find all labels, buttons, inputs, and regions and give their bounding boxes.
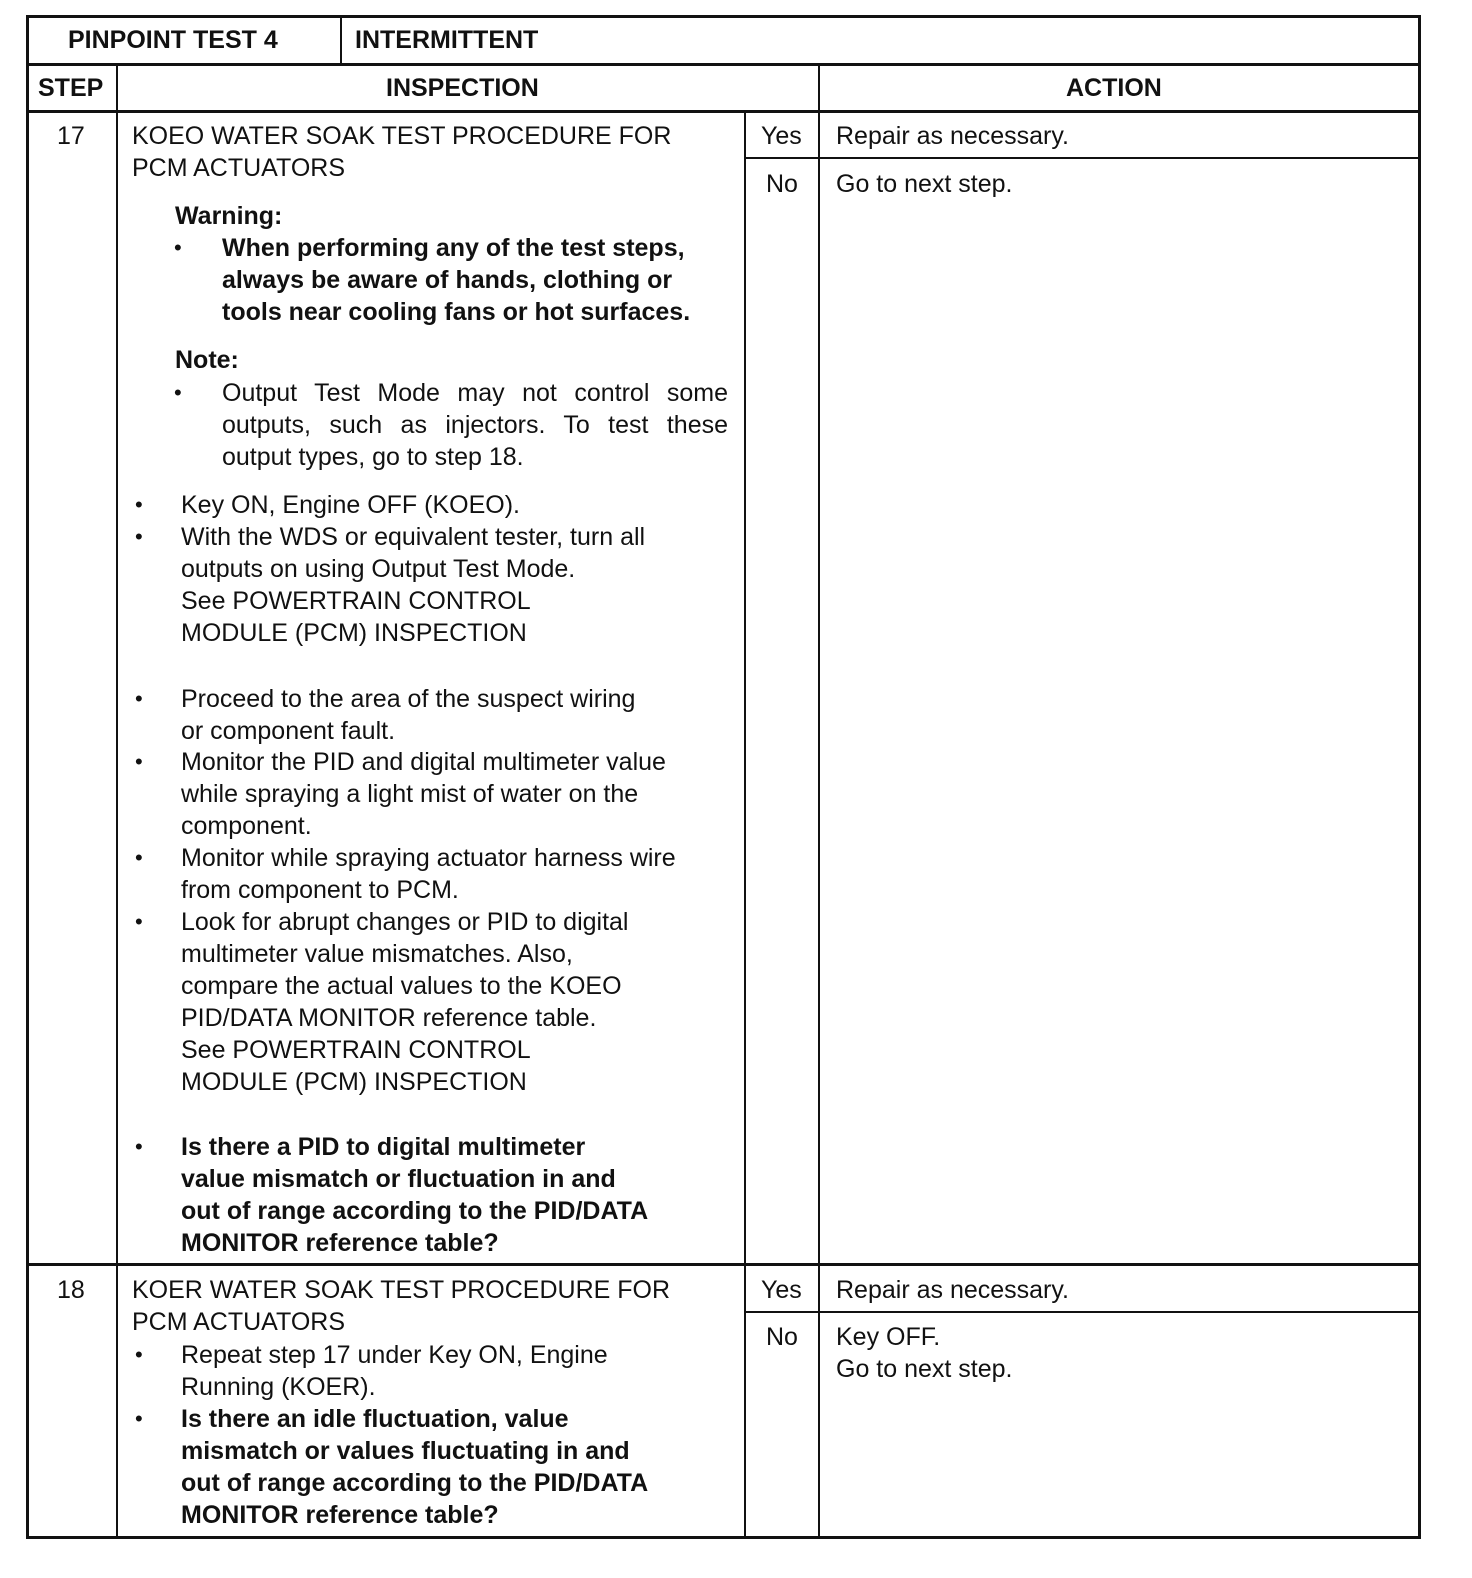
note-label: Note: [175,346,239,374]
step17-no-label: No [766,170,798,198]
step17-bullet-line: Proceed to the area of the suspect wiring [181,685,636,713]
step17-no-action: Go to next step. [836,170,1013,198]
step17-bullet-line: See POWERTRAIN CONTROL [181,587,531,615]
col-header-step: STEP [38,74,104,102]
step17-bullet-line: See POWERTRAIN CONTROL [181,1036,531,1064]
step-number-17: 17 [57,122,85,150]
title-row-bottom [26,63,1421,66]
step17-bullet-line: MODULE (PCM) INSPECTION [181,1068,527,1096]
pinpoint-test-title: INTERMITTENT [355,26,539,54]
step17-bullet-line: outputs on using Output Test Mode. [181,555,576,583]
bullet-dot-icon: • [135,845,143,870]
step18-title-line: PCM ACTUATORS [132,1308,345,1336]
bullet-dot-icon: • [135,524,143,549]
step18-question-line: out of range according to the PID/DATA [181,1469,649,1497]
bullet-dot-icon: • [174,380,182,405]
step-number-18: 18 [57,1276,85,1304]
step17-yes-label: Yes [761,122,802,150]
bullet-dot-icon: • [135,749,143,774]
step17-bullet-line: Look for abrupt changes or PID to digital [181,908,629,936]
step17-yes-no-sep [744,157,1421,159]
step17-question-line: value mismatch or fluctuation in and [181,1165,616,1193]
step17-bullet-line: MODULE (PCM) INSPECTION [181,619,527,647]
warning-line: When performing any of the test steps, [222,234,685,262]
step18-bullet-line: Repeat step 17 under Key ON, Engine [181,1341,608,1369]
pinpoint-test-label: PINPOINT TEST 4 [68,26,278,54]
step17-bullet-line: Monitor the PID and digital multimeter value [181,748,666,776]
step17-title-line: KOEO WATER SOAK TEST PROCEDURE FOR [132,122,672,150]
step18-no-action-line: Key OFF. [836,1323,941,1351]
note-line: Output Test Mode may not control some [222,379,728,407]
step-separator [26,1263,1421,1266]
step17-bullet-line: multimeter value mismatches. Also, [181,940,573,968]
step18-yes-label: Yes [761,1276,802,1304]
action-col-divider [818,63,820,1539]
step18-question-line: Is there an idle fluctuation, value [181,1405,569,1433]
border-left [26,15,29,1539]
bullet-dot-icon: • [135,1342,143,1367]
border-top [26,15,1421,18]
bullet-dot-icon: • [135,492,143,517]
yesno-col-divider-17 [744,111,746,1265]
step18-no-label: No [766,1323,798,1351]
step17-bullet-line: compare the actual values to the KOEO [181,972,622,1000]
step17-bullet-line: while spraying a light mist of water on the [181,780,639,808]
warning-line: tools near cooling fans or hot surfaces. [222,298,691,326]
border-bottom [26,1536,1421,1539]
title-divider [340,15,342,65]
col-header-inspection: INSPECTION [386,74,539,102]
bullet-dot-icon: • [174,235,182,260]
step17-bullet-line: from component to PCM. [181,876,459,904]
warning-label: Warning: [175,202,283,230]
step18-yes-action: Repair as necessary. [836,1276,1069,1304]
step18-title-line: KOER WATER SOAK TEST PROCEDURE FOR [132,1276,671,1304]
bullet-dot-icon: • [135,686,143,711]
bullet-dot-icon: • [135,909,143,934]
step17-question-line: Is there a PID to digital multimeter [181,1133,586,1161]
step18-bullet-line: Running (KOER). [181,1373,376,1401]
step18-question-line: MONITOR reference table? [181,1501,499,1529]
step17-title-line: PCM ACTUATORS [132,154,345,182]
step18-no-action-line: Go to next step. [836,1355,1013,1383]
step17-bullet-line: PID/DATA MONITOR reference table. [181,1004,597,1032]
bullet-dot-icon: • [135,1134,143,1159]
note-line: outputs, such as injectors. To test these [222,411,728,439]
step17-bullet-line: component. [181,812,312,840]
step-col-divider [116,63,118,1539]
step17-bullet-line: Key ON, Engine OFF (KOEO). [181,491,520,519]
warning-line: always be aware of hands, clothing or [222,266,673,294]
step17-question-line: out of range according to the PID/DATA [181,1197,649,1225]
col-header-action: ACTION [1066,74,1162,102]
step17-bullet-line: Monitor while spraying actuator harness wire [181,844,676,872]
header-row-bottom [26,110,1421,113]
step18-question-line: mismatch or values fluctuating in and [181,1437,630,1465]
step18-yes-no-sep [744,1311,1421,1313]
note-line: output types, go to step 18. [222,443,524,471]
step17-yes-action: Repair as necessary. [836,122,1069,150]
step17-question-line: MONITOR reference table? [181,1229,499,1257]
bullet-dot-icon: • [135,1406,143,1431]
step17-bullet-line: With the WDS or equivalent tester, turn all [181,523,646,551]
yesno-col-divider-18 [744,1265,746,1539]
step17-bullet-line: or component fault. [181,717,396,745]
